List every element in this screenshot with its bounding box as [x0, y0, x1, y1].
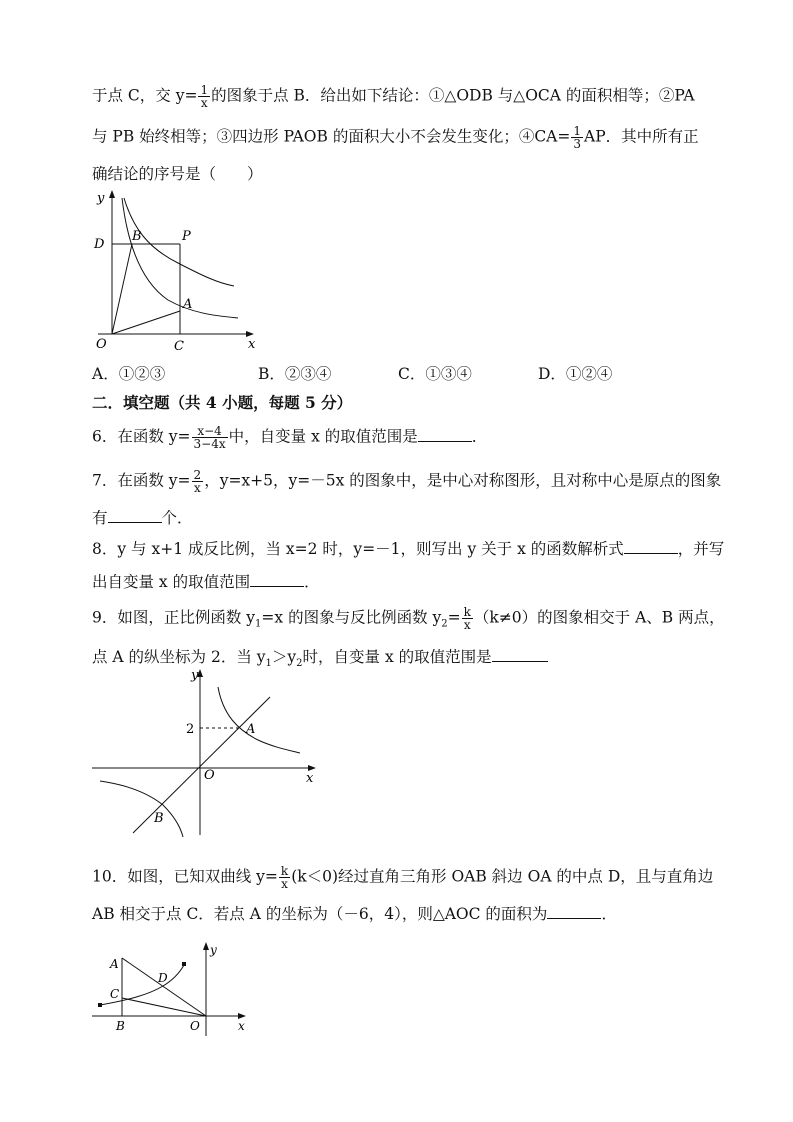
- q7-line2: 有 个．: [92, 509, 193, 527]
- q5-label-y: y: [97, 191, 105, 206]
- q5-label-a: A: [183, 297, 193, 312]
- fraction-1-over-x: $\frac{1}{x}$: [200, 83, 209, 110]
- q10-label-a: A: [110, 957, 119, 971]
- q10-curve-end-left: [98, 1003, 102, 1007]
- q5-label-b: B: [132, 229, 142, 244]
- q10-label-d: D: [158, 971, 168, 985]
- q10-y-arrow-icon: [203, 942, 209, 950]
- q9-line1: 9．如图，正比例函数 $y_1=x$ 的图象与反比例函数 $y_2=$ $\frac{k}{x}$ （k≠0）的图象相交于 A、B 两点，: [92, 605, 725, 632]
- q5-choice-a[interactable]: A．①②③: [92, 365, 166, 383]
- q9-label-a: A: [246, 722, 256, 737]
- q10-label-b: B: [116, 1019, 125, 1033]
- q8-line2: 出自变量 x 的取值范围 ．: [92, 573, 320, 591]
- q6-fraction: $\frac{x-4}{3-4x}$: [193, 424, 226, 451]
- section-heading: 二．填空题（共 4 小题，每题 5 分）: [92, 393, 353, 412]
- q10-label-x: x: [238, 1019, 245, 1033]
- q5-label-x: x: [248, 337, 256, 352]
- q10-curve-end-right: [182, 962, 186, 966]
- q7-fraction: $\frac{2}{x}$: [193, 468, 202, 495]
- q5-label-o: O: [96, 337, 107, 352]
- q9-label-b: B: [154, 811, 164, 826]
- q5-figure: [88, 188, 263, 356]
- q9-figure: [88, 665, 323, 840]
- q10-label-o: O: [190, 1019, 200, 1033]
- q5-line3: 确结论的序号是（ ）: [92, 165, 263, 183]
- q10-fraction: $\frac{k}{x}$: [280, 864, 289, 891]
- q9-line2: 点 A 的纵坐标为 2．当 $y_1>y_2$时，自变量 x 的取值范围是: [92, 646, 548, 675]
- q8-formula-blank[interactable]: [624, 539, 678, 554]
- q10-answer-blank[interactable]: [547, 904, 601, 919]
- q9-label-y: y: [191, 668, 199, 683]
- q10-label-y: y: [210, 943, 217, 957]
- q10-line2: AB 相交于点 C．若点 A 的坐标为（－6，4），则△AOC 的面积为 ．: [92, 905, 617, 923]
- q5-label-d: D: [94, 237, 105, 252]
- q9-fraction: $\frac{k}{x}$: [463, 605, 471, 632]
- q6-line: 6．在函数 y= $\frac{x-4}{3-4x}$ 中，自变量 x 的取值范围是 ．: [92, 424, 488, 451]
- q9-label-o: O: [204, 768, 215, 783]
- q10-line1: 10．如图，已知双曲线 y= $\frac{k}{x}$ (k＜0)经过直角三角形 OAB 斜边 OA 的中点 D，且与直角边: [92, 864, 714, 891]
- q5-choice-c[interactable]: C．①③④: [398, 365, 472, 383]
- q10-figure: [88, 938, 253, 1038]
- q5-choice-d[interactable]: D．①②④: [538, 365, 613, 383]
- q5-choice-b[interactable]: B．②③④: [258, 365, 332, 383]
- q6-answer-blank[interactable]: [418, 427, 472, 442]
- q5-label-c: C: [174, 339, 184, 354]
- q10-label-c: C: [110, 987, 120, 1001]
- q5-line-oa: [112, 311, 180, 334]
- q5-line-ob: [112, 244, 132, 334]
- q8-range-blank[interactable]: [250, 572, 304, 587]
- q5-line1: 于点 C，交 y= $\frac{1}{x}$ 的图象于点 B．给出如下结论：①△ODB 与△OCA 的面积相等；②PA: [92, 83, 695, 110]
- q9-curve-q3: [100, 781, 183, 837]
- q9-label-x: x: [306, 771, 314, 786]
- q9-answer-blank[interactable]: [492, 647, 548, 662]
- q8-line1: 8．y 与 x+1 成反比例，当 x=2 时，y=－1，则写出 y 关于 x 的函数解析式 ，并写: [92, 540, 725, 558]
- q5-line2: 与 PB 始终相等；③四边形 PAOB 的面积大小不会发生变化；④CA= $\frac{1}{3}$ AP．其中所有正: [92, 124, 699, 151]
- q7-answer-blank[interactable]: [108, 508, 162, 523]
- q5-label-p: P: [182, 229, 191, 244]
- q7-line1: 7．在函数 y= $\frac{2}{x}$ ，y=x+5，y=－5x 的图象中，是中心对称图形，且对称中心是原点的图象: [92, 468, 722, 495]
- q9-label-2: 2: [186, 722, 195, 737]
- fraction-1-over-3: $\frac{1}{3}$: [573, 124, 582, 151]
- q9-curve-q1: [218, 687, 300, 753]
- q5-y-arrow-icon: [109, 190, 115, 198]
